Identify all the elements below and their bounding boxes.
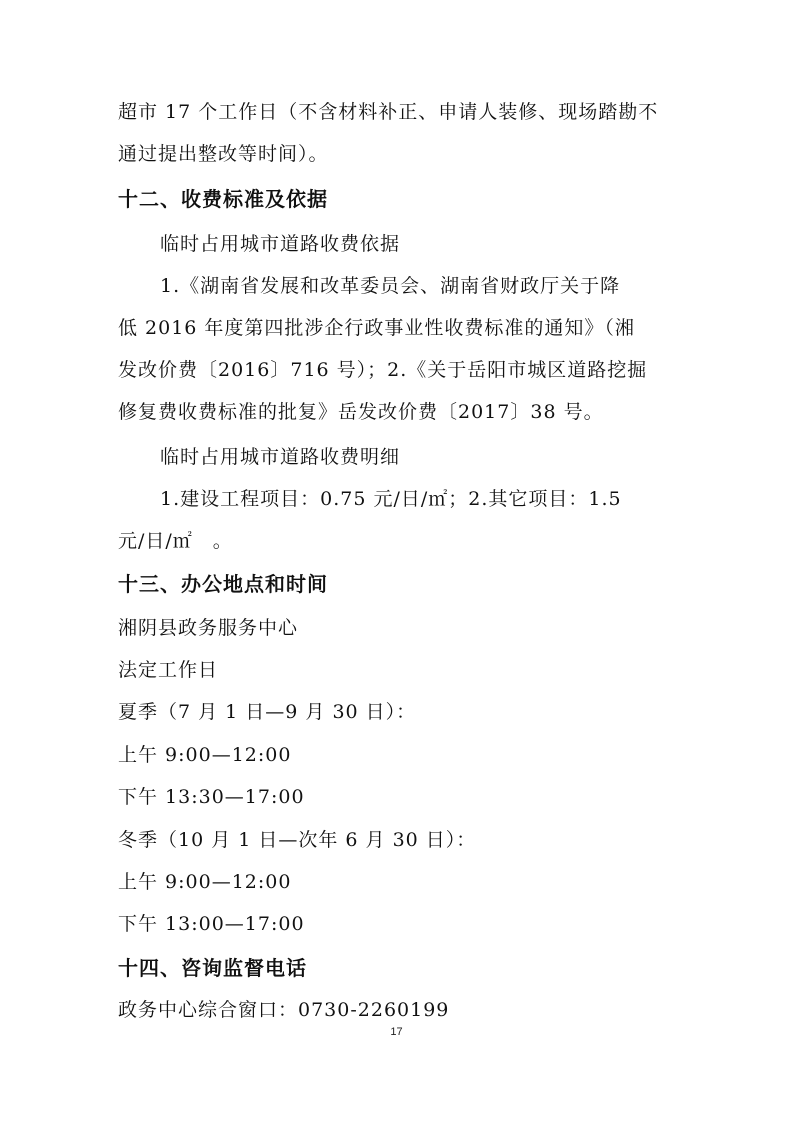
paragraph-line: 1.建设工程项目：0.75 元/日/㎡；2.其它项目：1.5 bbox=[160, 488, 622, 510]
paragraph-line: 修复费收费标准的批复》岳发改价费〔2017〕38 号。 bbox=[118, 401, 604, 423]
page-number: 17 bbox=[390, 1026, 403, 1038]
paragraph-line: 发改价费〔2016〕716 号）；2.《关于岳阳市城区道路挖掘 bbox=[118, 359, 648, 381]
contact-phone: 政务中心综合窗口：0730-2260199 bbox=[118, 999, 450, 1021]
paragraph-line: 1.《湖南省发展和改革委员会、湖南省财政厅关于降 bbox=[160, 275, 621, 297]
paragraph-line: 通过提出整改等时间）。 bbox=[118, 143, 329, 165]
winter-morning-hours: 上午 9:00—12:00 bbox=[118, 871, 292, 893]
winter-afternoon-hours: 下午 13:00—17:00 bbox=[118, 913, 305, 935]
section-heading-13: 十三、办公地点和时间 bbox=[118, 572, 328, 596]
section-heading-14: 十四、咨询监督电话 bbox=[118, 956, 307, 980]
office-location: 湘阴县政务服务中心 bbox=[118, 617, 299, 639]
winter-schedule: 冬季（10 月 1 日—次年 6 月 30 日）： bbox=[118, 829, 477, 851]
paragraph-line: 超市 17 个工作日（不含材料补正、申请人装修、现场踏勘不 bbox=[118, 101, 659, 123]
paragraph-line: 元/日/㎡ 。 bbox=[118, 530, 233, 552]
summer-afternoon-hours: 下午 13:30—17:00 bbox=[118, 786, 305, 808]
summer-morning-hours: 上午 9:00—12:00 bbox=[118, 744, 292, 766]
subheading-fee-basis: 临时占用城市道路收费依据 bbox=[160, 233, 401, 255]
paragraph-line: 低 2016 年度第四批涉企行政事业性收费标准的通知》（湘 bbox=[118, 317, 635, 339]
summer-schedule: 夏季（7 月 1 日—9 月 30 日）： bbox=[118, 701, 417, 723]
paragraph-line: 法定工作日 bbox=[118, 659, 219, 681]
subheading-fee-details: 临时占用城市道路收费明细 bbox=[160, 446, 401, 468]
section-heading-12: 十二、收费标准及依据 bbox=[118, 187, 328, 211]
